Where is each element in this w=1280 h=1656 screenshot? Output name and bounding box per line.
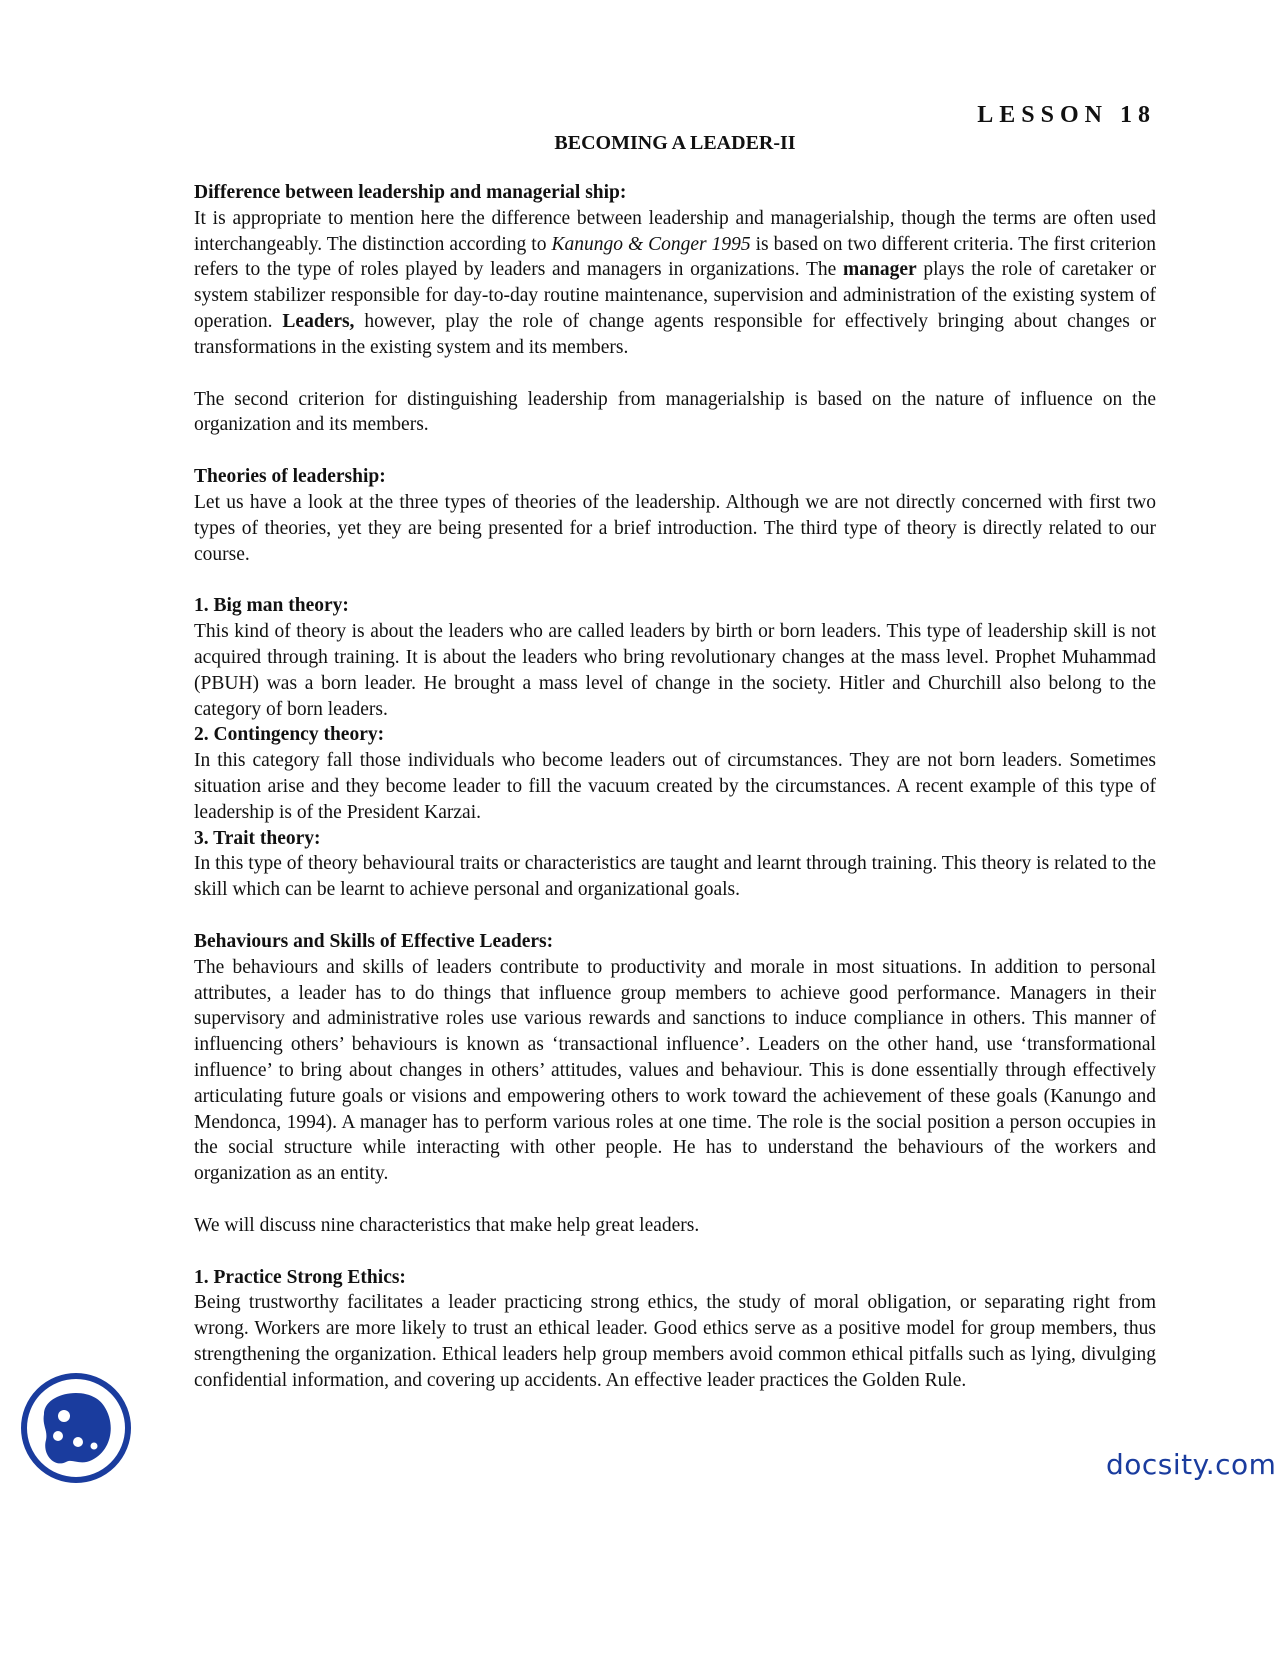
paragraph-contingency: In this category fall those individuals who become leaders out of circumstances. They are not born leaders. Sometimes situation arise and they become leader to fill the vacuum created by the circumstances. A recent example of this type of leadership is of the President Karzai. [194,750,1156,823]
paragraph-ethics: Being trustworthy facilitates a leader practicing strong ethics, the study of moral obligation, or separating right from wrong. Workers are more likely to trust an ethical leader. Good ethics serve as a positive model for group members, thus strengthening the organization. Ethical leaders help group members avoid common ethical pitfalls such as lying, divulging confidential information, and covering up accidents. An effective leader practices the Golden Rule. [194,1292,1156,1391]
page-title: BECOMING A LEADER-II [554,132,796,154]
lesson-header: LESSON 18 [977,102,1156,128]
paragraph-trait: In this type of theory behavioural traits or characteristics are taught and learnt through training. This theory is related to the skill which can be learnt to achieve personal and organizational goals. [194,853,1156,901]
section-heading-difference: Difference between leadership and managerial ship: [194,182,627,203]
paragraph-big-man: This kind of theory is about the leaders who are called leaders by birth or born leaders. This type of leadership skill is not acquired through training. It is about the leaders who bring revolutionary changes at the mass level. Prophet Muhammad (PBUH) was a born leader. He brought a mass level of change in the society. Hitler and Churchill also belong to the category of born leaders. [194,621,1156,720]
document-page [194,96,1156,1394]
paragraph-nine-characteristics: We will discuss nine characteristics that make help great leaders. [194,1214,700,1236]
docsity-watermark[interactable]: docsity.com [1106,1448,1277,1481]
characteristic-heading-ethics: 1. Practice Strong Ethics: [194,1266,406,1288]
theory-heading-trait: 3. Trait theory: [194,827,321,849]
term-manager: manager [843,259,917,281]
section-heading-behaviours: Behaviours and Skills of Effective Leaders: [194,930,554,952]
section-heading-theories: Theories of leadership: [194,466,386,488]
theory-heading-contingency: 2. Contingency theory: [194,724,385,746]
citation-kanungo-conger: Kanungo & Conger 1995 [551,233,751,255]
term-leaders: Leaders, [282,310,355,332]
paragraph-difference-1: It is appropriate to mention here the difference between leadership and managerialship, though the terms are often used interchangeably. The distinction according to Kanungo & Conger 1995 is based on two different criteria. The first criterion refers to the type of roles played by leaders and managers in organizations. The manager plays the role of caretaker or system stabilizer responsible for day-to-day routine maintenance, supervision and administration of the existing system of operation. Leaders, however, play the role of change agents responsible for effectively bringing about changes or transformations in the existing system and its members. [194,207,1157,358]
paragraph-behaviours: The behaviours and skills of leaders contribute to productivity and morale in most situations. In addition to personal attributes, a leader has to do things that influence group members to achieve good performance. Managers in their supervisory and administrative roles use various rewards and sanctions to induce compliance in others. This manner of influencing others’ behaviours is known as ‘transactional influence’. Leaders on the other hand, use ‘transformational influence’ to bring about changes in others’ attitudes, values and behaviour. This is done essentially through effectively articulating future goals or visions and empowering others to work toward the achievement of these goals (Kanungo and Mendonca, 1994). A manager has to perform various roles at one time. The role is the social position a person occupies in the social structure while interacting with other people. He has to understand the behaviours of the workers and organization as an entity. [194,956,1156,1185]
paragraph-theories-intro: Let us have a look at the three types of theories of the leadership. Although we are not directly concerned with first two types of theories, yet they are being presented for a brief introduction. The third type of theory is directly related to our course. [194,491,1156,565]
theory-heading-big-man: 1. Big man theory: [194,595,349,617]
docsity-logo-icon [20,1372,132,1484]
paragraph-difference-2: The second criterion for distinguishing leadership from managerialship is based on the nature of influence on the organization and its members. [194,388,1156,436]
